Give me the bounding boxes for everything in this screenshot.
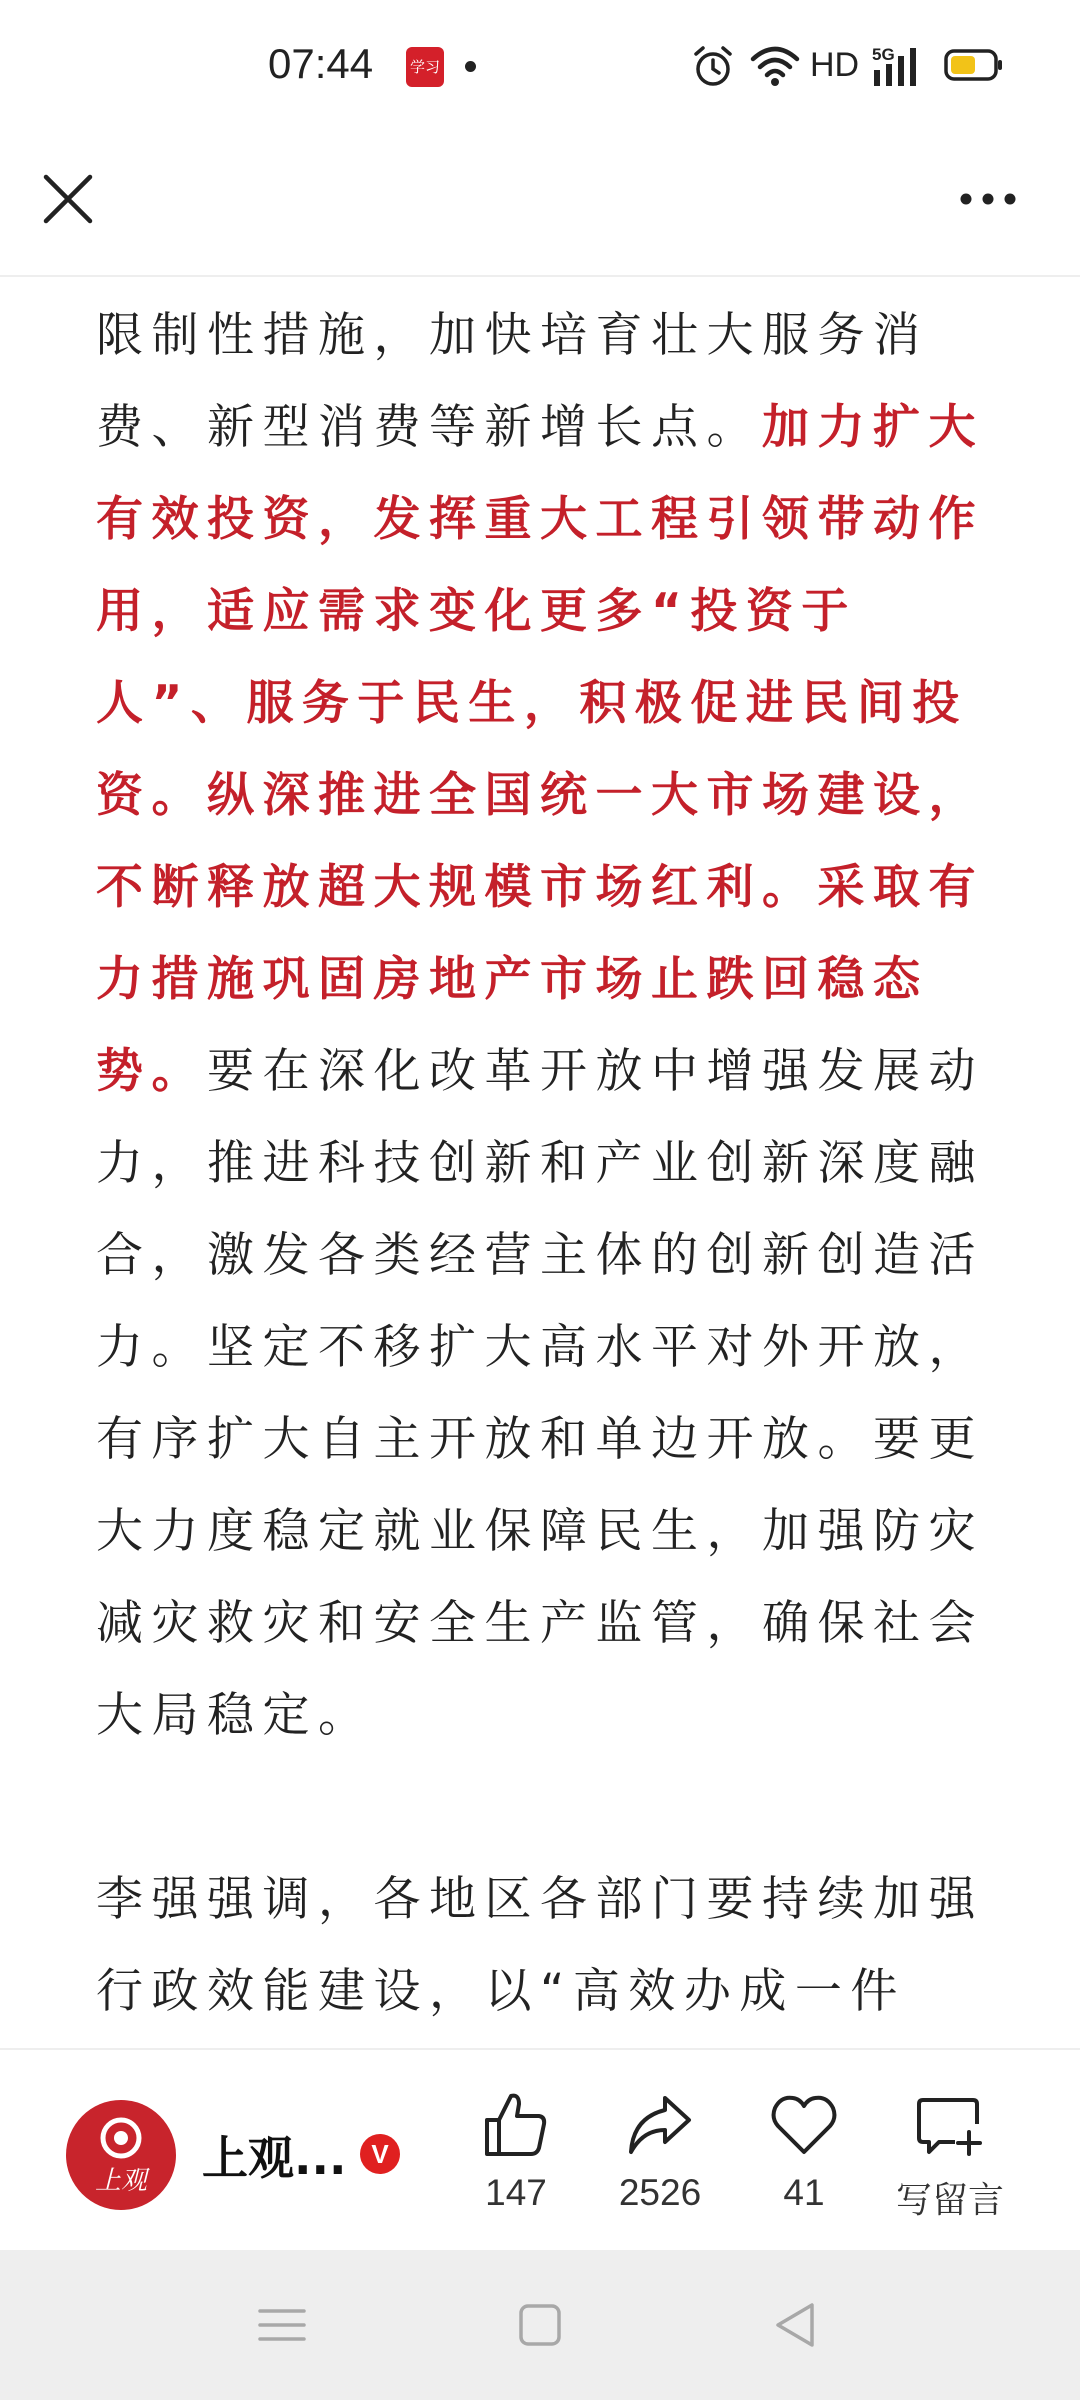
like-button[interactable] xyxy=(446,2090,586,2230)
system-nav-bar xyxy=(0,2250,1080,2400)
more-icon[interactable] xyxy=(948,171,1028,227)
status-time: 07:44 xyxy=(268,40,374,87)
verified-badge: V xyxy=(360,2134,400,2174)
share-icon xyxy=(625,2090,695,2160)
publisher-logo-text: 上观 xyxy=(94,2166,147,2196)
action-bar xyxy=(0,2048,1080,2252)
home-icon[interactable] xyxy=(510,2295,570,2355)
highlighted-text: 加力扩大有效投资，发挥重大工程引领带动作用，适应需求变化更多“投资于人”、服务于民生，积极促进民间投资。纵深推进全国统一大市场建设，不断释放超大规模市场红利。采取有力措施巩固房地产市场止跌回稳态势。 xyxy=(96,400,984,1099)
back-icon[interactable] xyxy=(766,2295,826,2355)
article-body xyxy=(96,290,984,2045)
paragraph-text: 要在深化改革开放中增强发展动力，推进科技创新和产业创新深度融合，激发各类经营主体的创新创造活力。坚定不移扩大高水平对外开放，有序扩大自主开放和单边开放。要更大力度稳定就业保障民生，加强防灾减灾救灾和安全生产监管，确保社会大局稳定。 xyxy=(96,1044,984,1743)
thumbs-up-icon xyxy=(481,2090,551,2160)
network-hd-label: HD xyxy=(810,46,860,84)
favorite-count: 41 xyxy=(783,2172,825,2213)
article-paragraph xyxy=(96,290,984,1762)
close-icon[interactable] xyxy=(36,167,100,231)
article-paragraph: 李强强调，各地区各部门要持续加强行政效能建设，以“高效办成一件 xyxy=(96,1872,984,2019)
top-bar xyxy=(0,135,1080,277)
battery-icon xyxy=(944,48,1004,82)
favorite-button[interactable] xyxy=(734,2090,874,2230)
alarm-icon xyxy=(690,44,736,90)
comment-add-icon xyxy=(915,2090,985,2160)
publisher-name[interactable]: 上观... xyxy=(202,2131,347,2185)
heart-icon xyxy=(769,2090,839,2160)
comment-button[interactable] xyxy=(880,2090,1020,2230)
wifi-icon xyxy=(750,44,800,88)
menu-icon[interactable] xyxy=(252,2295,312,2355)
notification-dot xyxy=(465,61,476,72)
comment-label: 写留言 xyxy=(895,2180,1004,2221)
share-button[interactable] xyxy=(590,2090,730,2230)
publisher-logo[interactable] xyxy=(66,2100,176,2210)
share-count: 2526 xyxy=(618,2172,702,2213)
svg-text:5G: 5G xyxy=(872,45,895,64)
app-notification-icon: 学习 xyxy=(406,47,444,87)
paragraph-text: 限制性措施，加快培育壮大服务消费、新型消费等新增长点。 xyxy=(96,308,929,455)
status-bar xyxy=(0,0,1080,135)
like-count: 147 xyxy=(485,2172,547,2213)
signal-5g-icon xyxy=(872,44,924,90)
